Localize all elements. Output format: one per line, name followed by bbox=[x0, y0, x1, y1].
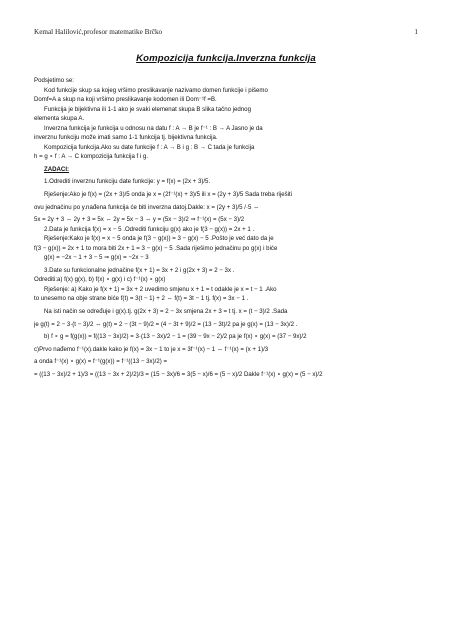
text-line: elementa skupa A. bbox=[34, 115, 85, 123]
document-title: Kompozicija funkcija.Inverzna funkcija bbox=[136, 53, 316, 64]
text-line: a onda f⁻¹(x) ∘ g(x) = f⁻¹(g(x)) = f⁻¹((13 − 3x)/2) = bbox=[34, 358, 168, 366]
text-line: Na isti način se određuje i g(x).tj. g(2x + 3) = 2 − 3x smjena 2x + 3 = t tj. x = (t − 3)/2 .Sada bbox=[44, 308, 288, 316]
text-line: h = g ∘ f : A → C kompozicija funkcija f i g. bbox=[34, 153, 149, 161]
text-line: Funkcija je bijektivna ili 1-1 ako je svaki elemenat skupa B slika tačno jednog bbox=[44, 105, 251, 113]
text-line: je g(t) = 2 − 3·(t − 3)/2 ⇔ g(t) = 2 − (3t − 9)/2 = (4 − 3t + 9)/2 = (13 − 3t)/2 pa je g(x) = (13 − 3x)/2 . bbox=[34, 320, 298, 328]
text-line: Kod funkcije skup sa kojeg vršimo preslikavanje nazivamo domen funkcije i pišemo bbox=[44, 86, 268, 94]
tasks-heading: ZADACI: bbox=[44, 165, 70, 173]
text-line: g(x) = −2x − 1 + 3 − 5 ⇒ g(x) = −2x − 3 bbox=[44, 254, 149, 262]
text-line: Domf=A a skup na koji vršimo preslikavanje kodomen ili Dom⁻¹f =B. bbox=[34, 96, 217, 104]
intro-heading: Podsjetimo se: bbox=[34, 77, 74, 84]
task-1-line: 1.Odrediti inverznu funkciju date funkcije: y = f(x) = (2x + 3)/5. bbox=[44, 178, 211, 186]
inverse-definition-line: Inverzna funkcija je funkcija u odnosu na datu f : A → B je f⁻¹ : B → A Jasno je da bbox=[44, 124, 263, 132]
text-line: Odrediti:a) f(x) g(x), b) f(x) ∘ g(x) i c) f⁻¹(x) ∘ g(x) bbox=[34, 276, 166, 284]
text-line: 5x = 2y + 3 ⇔ 2y + 3 = 5x ⇔ 2y = 5x − 3 ⇔ y = (5x − 3)/2 ⇒ f⁻¹(x) = (5x − 3)/2 bbox=[34, 216, 245, 224]
text-line: b) f ∘ g = f(g(x)) = f((13 − 3x)/2) = 3·(13 − 3x)/2 − 1 = (39 − 9x − 2)/2 pa je f(x) ∘ g(x) = (37 − 9x)/2 bbox=[44, 333, 307, 341]
text-line: Rješenje:Kako je f(x) = x − 5 onda je f(3 − g(x)) = 3 − g(x) − 5 .Pošto je već dato da je bbox=[44, 235, 274, 243]
text-line: Rješenje:Ako je f(x) = (2x + 3)/5 onda je x = (2f⁻¹(x) + 3)/5 ili x = (2y + 3)/5 Sada treba riješiti bbox=[44, 191, 293, 199]
task-3-line: 3.Date su funkcionalne jednačine f(x + 1) = 3x + 2 i g(2x + 3) = 2 − 3x . bbox=[44, 266, 235, 274]
text-line: c)Prvo nađemo f⁻¹(x).dakle kako je f(x) = 3x − 1 to je x = 3f⁻¹(x) − 1 ⇔ f⁻¹(x) = (x + 1)/3 bbox=[34, 345, 269, 353]
text-line: ovu jednačinu po y.nađena funkcija će biti inverzna datoj.Dakle: x = (2y + 3)/5 /·5 ⇔ bbox=[34, 203, 260, 211]
text-line: inverznu funkciju može imati samo 1-1 funkcija tj. bijektivna funkcija. bbox=[34, 134, 218, 142]
text-line: = ((13 − 3x)/2 + 1)/3 = ((13 − 3x + 2)/2)/3 = (15 − 3x)/6 = 3(5 − x)/6 = (5 − x)/2 Dakle f⁻¹(x) ∘ g(x) = (5 − x)/2 bbox=[34, 370, 323, 378]
text-line: f(3 − g(x)) = 2x + 1 to mora biti 2x + 1 = 3 − g(x) − 5 .Sada riješimo jednačinu po g(x) i biće bbox=[34, 244, 278, 252]
document-body bbox=[34, 76, 418, 379]
header-author: Kemal Halilović,profesor matematike Brčko bbox=[34, 28, 163, 36]
header-page-number: 1 bbox=[414, 28, 418, 36]
composition-definition-line: Kompozicija funkcija.Ako su date funkcije f : A → B i g : B → C tada je funkcija bbox=[44, 143, 255, 151]
task-2-line: 2.Data je funkcija f(x) = x − 5 .Odrediti funkciju g(x) ako je f(3 − g(x)) = 2x + 1 . bbox=[44, 225, 255, 233]
text-line: Rješenje: a) Kako je f(x + 1) = 3x + 2 uvedimo smjenu x + 1 = t odakle je x = t − 1 .Ako bbox=[44, 285, 277, 293]
page-header bbox=[34, 28, 418, 36]
text-line: to unesemo na obje strane biće f(t) = 3(t − 1) + 2 ⇔ f(t) = 3t − 1 tj. f(x) = 3x − 1 . bbox=[34, 295, 249, 303]
